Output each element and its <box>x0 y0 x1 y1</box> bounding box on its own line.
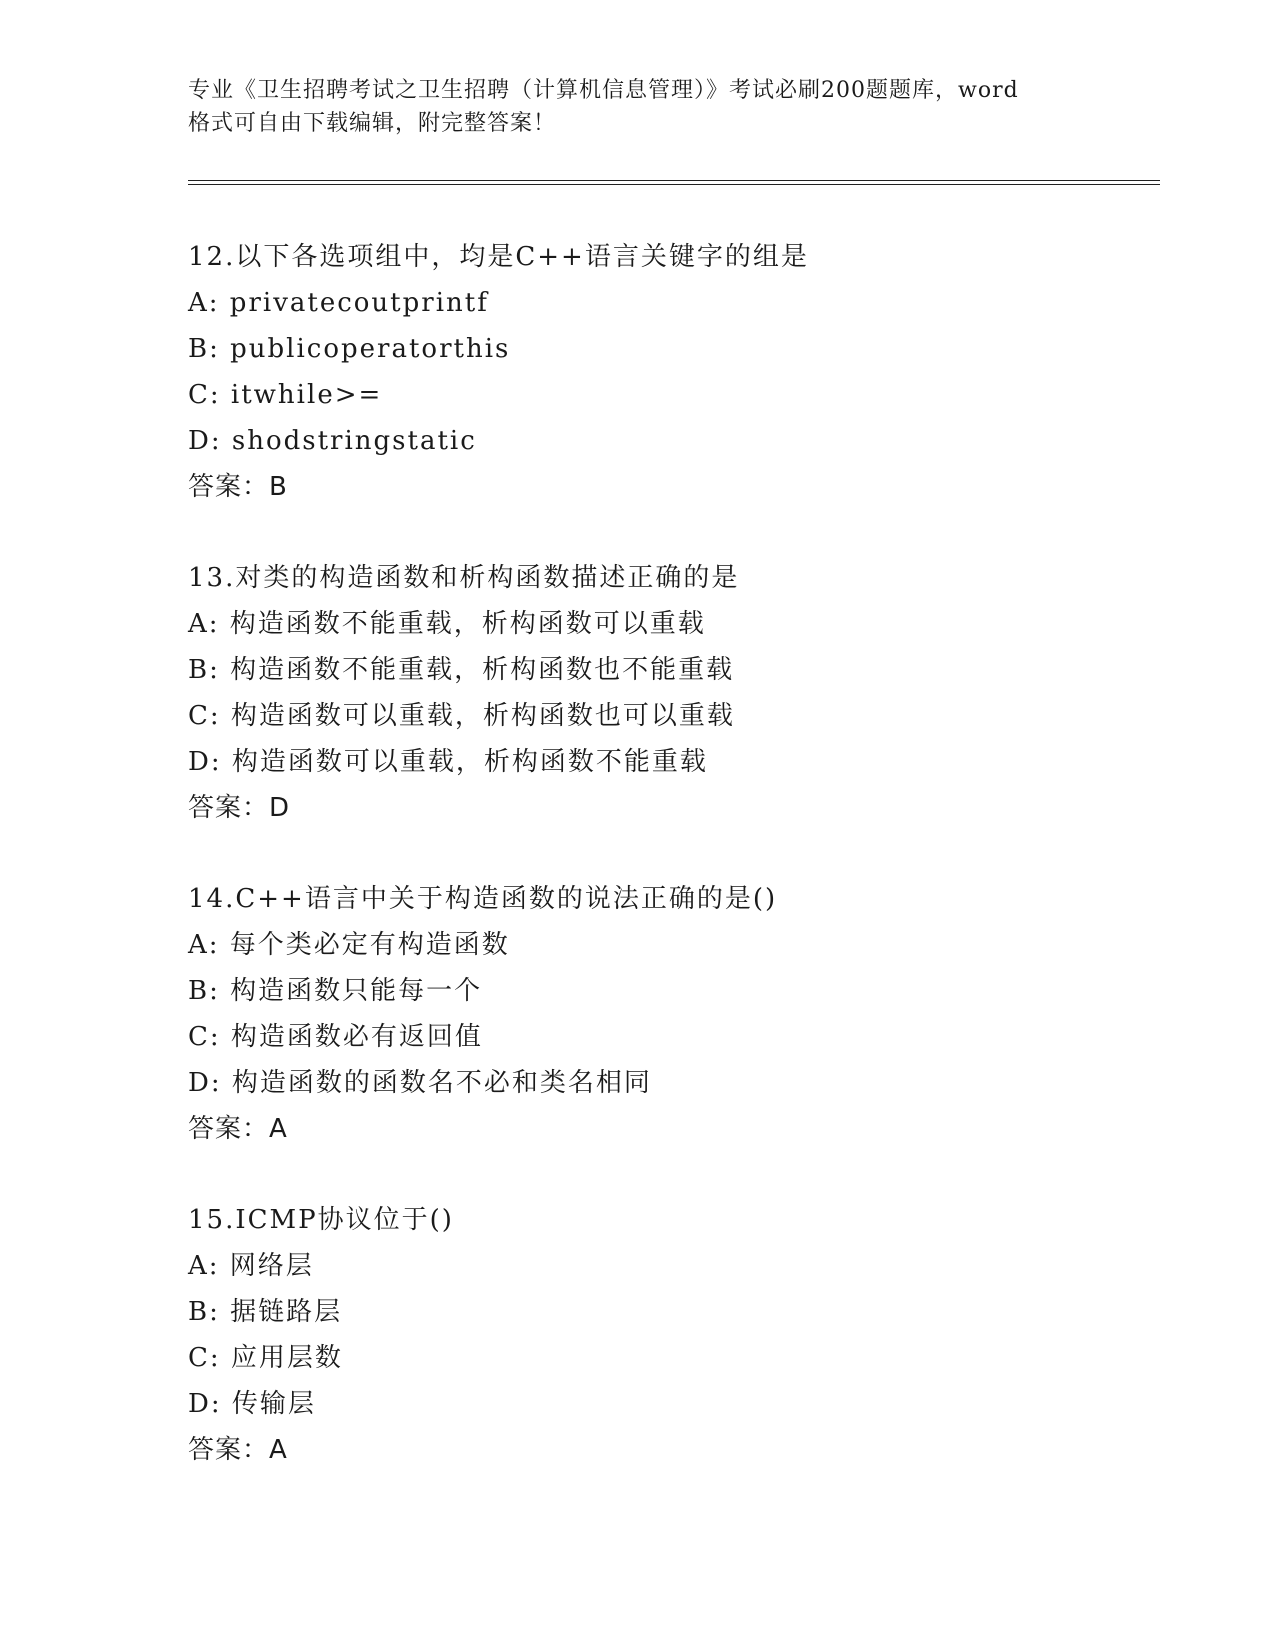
option-d: D: shodstringstatic <box>188 426 477 456</box>
option-b: B: publicoperatorthis <box>188 334 511 364</box>
option-d: D: 构造函数可以重载，析构函数不能重载 <box>188 747 708 777</box>
option-c: C: itwhile>= <box>188 380 383 410</box>
option-d: D: 传输层 <box>188 1389 316 1419</box>
header-divider-top <box>188 180 1160 181</box>
option-c: C: 应用层数 <box>188 1343 343 1373</box>
option-a: A: 网络层 <box>188 1251 314 1281</box>
option-a: A: 每个类必定有构造函数 <box>188 930 510 960</box>
answer: 答案：A <box>188 1435 288 1465</box>
option-c: C: 构造函数可以重载，析构函数也可以重载 <box>188 701 735 731</box>
header-line-2: 格式可自由下载编辑，附完整答案！ <box>188 111 557 136</box>
option-a: A: privatecoutprintf <box>188 288 489 318</box>
question-title: 13.对类的构造函数和析构函数描述正确的是 <box>188 563 740 593</box>
document-header <box>188 74 1088 140</box>
header-divider-bottom <box>188 184 1160 185</box>
option-c: C: 构造函数必有返回值 <box>188 1022 483 1052</box>
option-b: B: 构造函数不能重载，析构函数也不能重载 <box>188 655 735 685</box>
question-15 <box>188 1197 1138 1473</box>
question-title: 12.以下各选项组中，均是C++语言关键字的组是 <box>188 242 809 272</box>
question-13 <box>188 555 1138 831</box>
option-a: A: 构造函数不能重载，析构函数可以重载 <box>188 609 706 639</box>
option-d: D: 构造函数的函数名不必和类名相同 <box>188 1068 652 1098</box>
answer: 答案：B <box>188 472 288 502</box>
answer: 答案：D <box>188 793 291 823</box>
option-b: B: 构造函数只能每一个 <box>188 976 483 1006</box>
answer: 答案：A <box>188 1114 288 1144</box>
option-b: B: 据链路层 <box>188 1297 343 1327</box>
question-title: 14.C++语言中关于构造函数的说法正确的是() <box>188 884 778 914</box>
question-title: 15.ICMP协议位于() <box>188 1205 454 1235</box>
question-12 <box>188 234 1138 510</box>
question-14 <box>188 876 1138 1152</box>
header-line-1: 专业《卫生招聘考试之卫生招聘（计算机信息管理）》考试必刷200题题库，word <box>188 78 1019 103</box>
